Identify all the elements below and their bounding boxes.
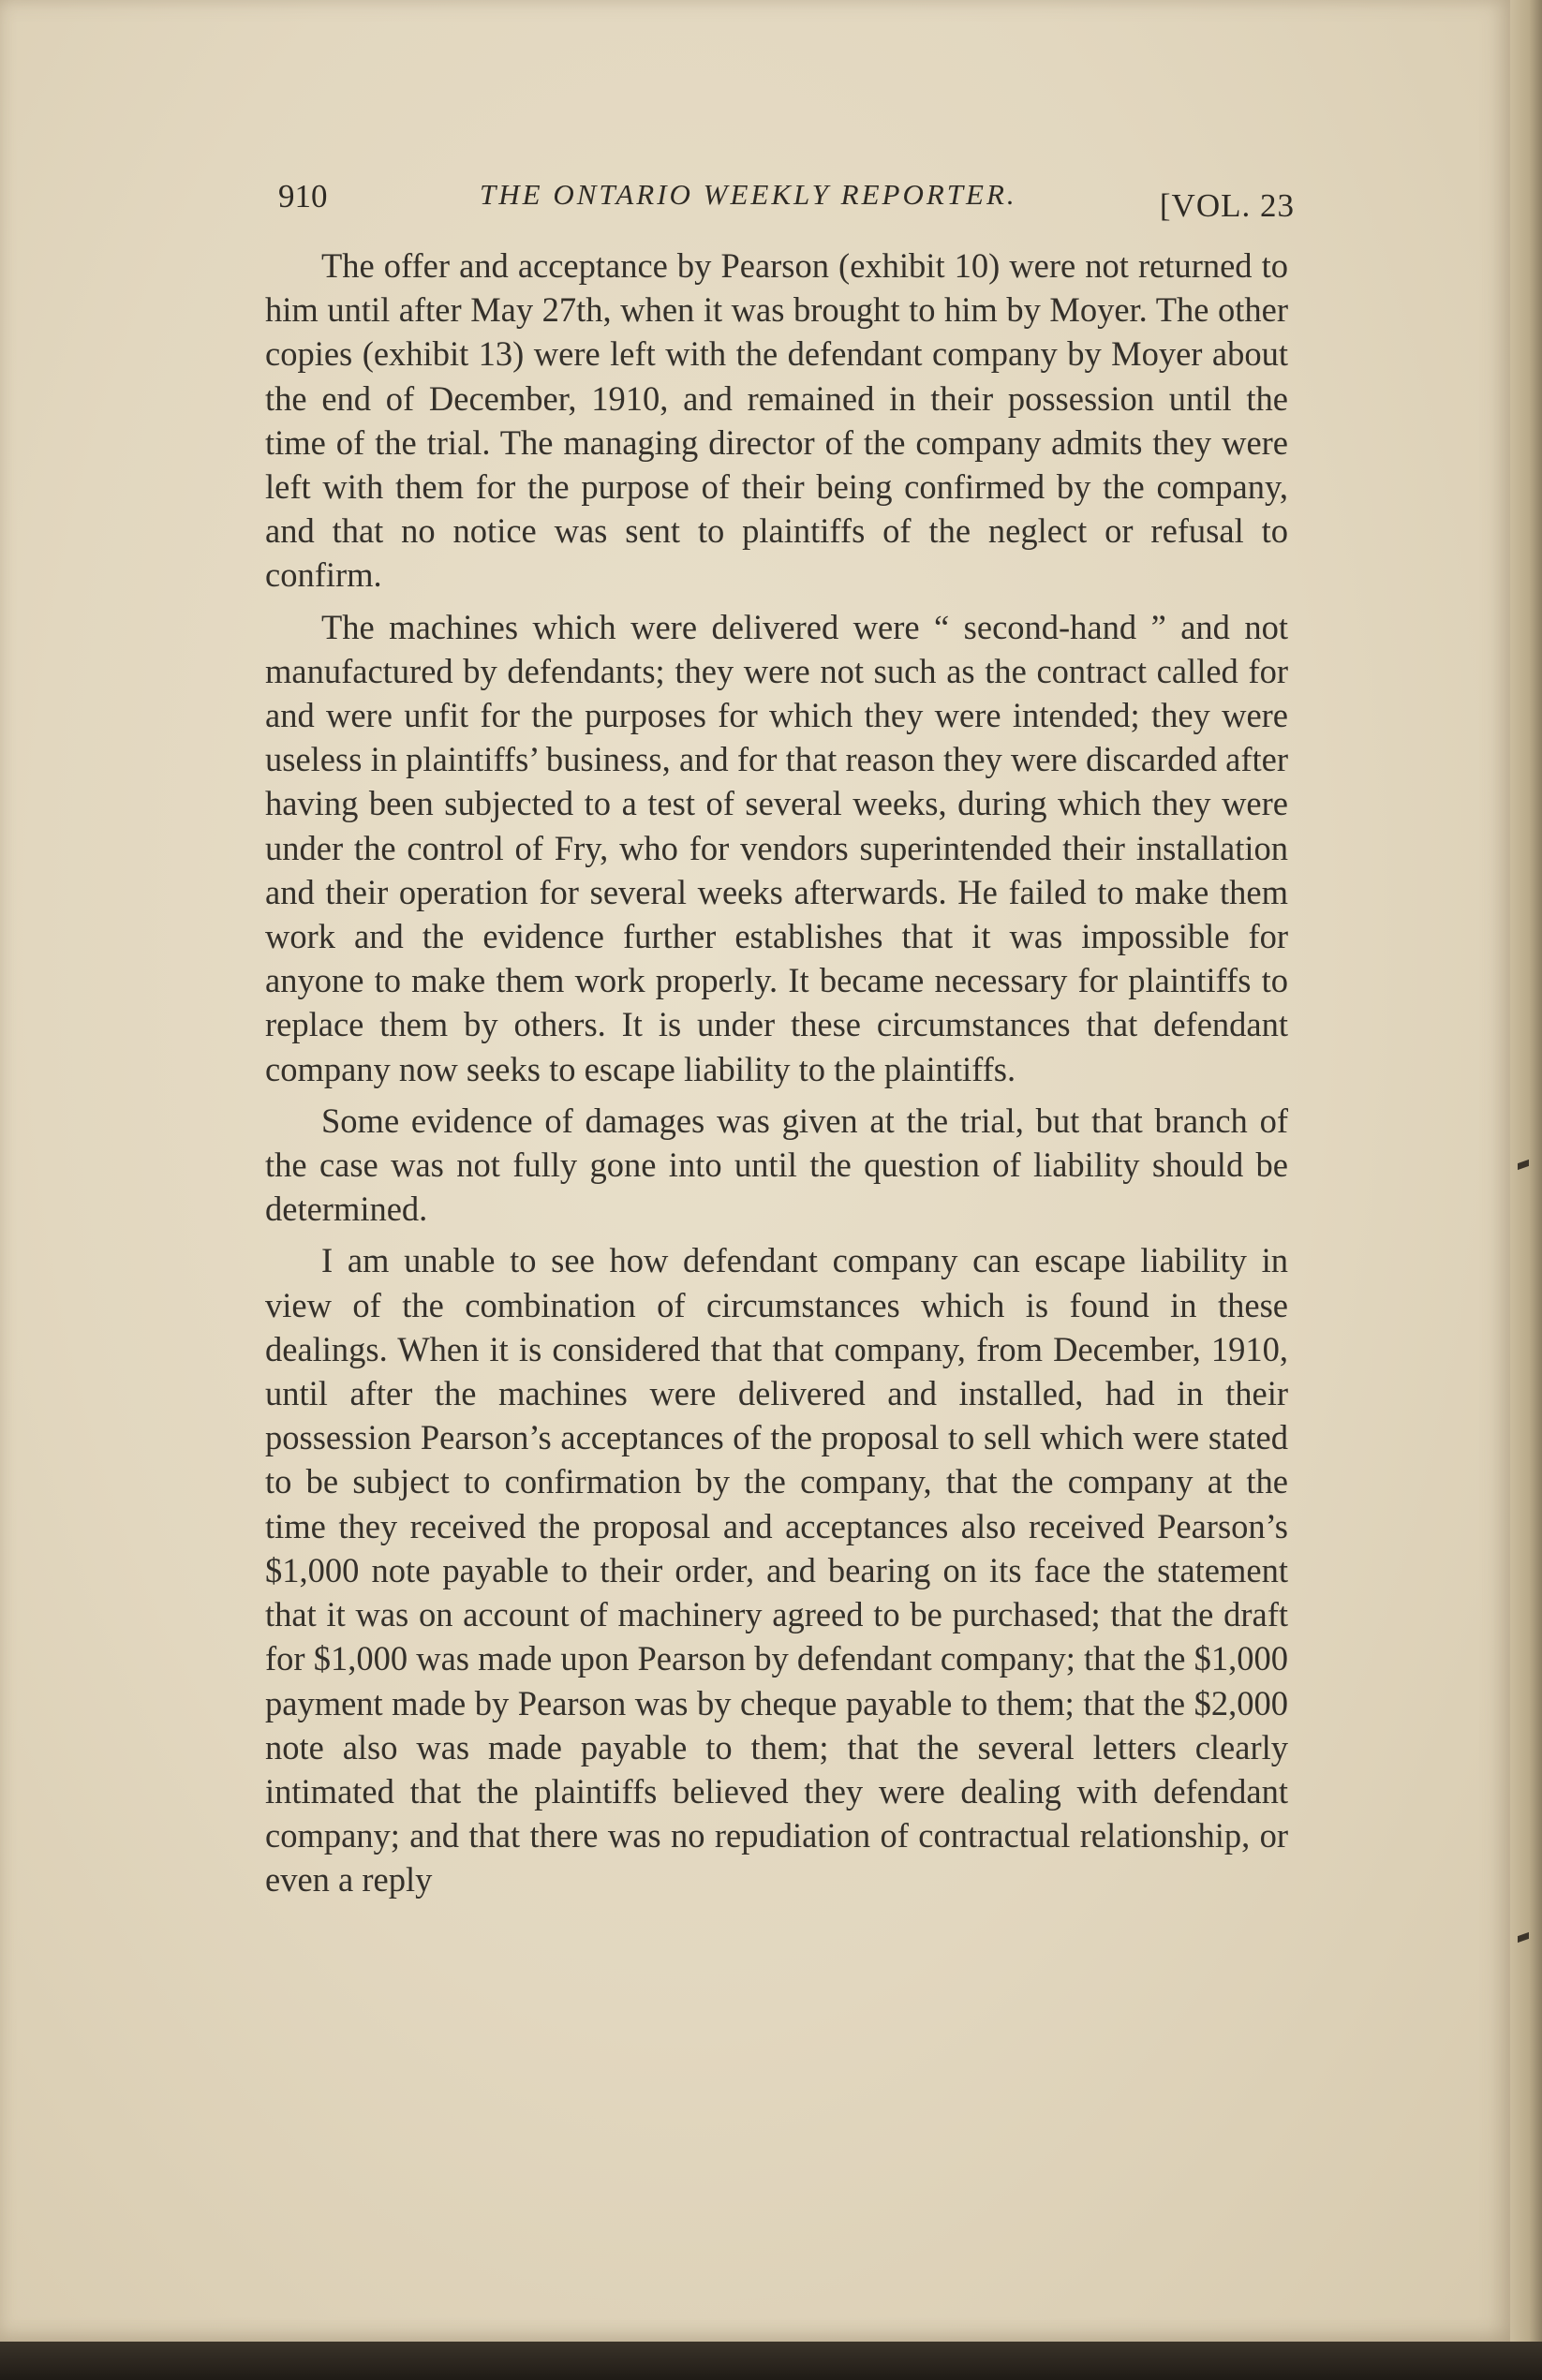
- edge-mark: [1518, 1932, 1529, 1943]
- edge-mark: [1518, 1160, 1529, 1170]
- paragraph-1: The offer and acceptance by Pearson (exhibit 10) were not returned to him until after May 27th, when it was brought to him by Moyer. The other copies (exhibit 13) were left with the defendant company by Moyer about the end of December, 1910, and remained in their possession until the time of the trial. The managing director of the company admits they were left with them for the purpose of their being confirmed by the company, and that no notice was sent to plaintiffs of the neglect or refusal to confirm.: [265, 246, 1288, 595]
- volume-label: [VOL. 23: [1159, 187, 1295, 224]
- page-number: 910: [278, 178, 328, 214]
- paragraph-4: I am unable to see how defendant company can escape liability in view of the combination of circumstances which is found in these dealings. When it is considered that that company, from December, 1910, until after the machines were delivered and installed, had in their possession Pearson’s acceptances of the proposal to sell which were stated to be subject to confirmation by the company, that the company at the time they received the proposal and acceptances also received Pearson’s $1,000 note payable to their order, and bearing on its face the statement that it was on account of machinery agreed to be purchased; that the draft for $1,000 was made upon Pearson by defendant company; that the $1,000 payment made by Pearson was by cheque payable to them; that the $2,000 note also was made payable to them; that the several letters clearly intimated that the plaintiffs believed they were dealing with defendant company; and that there was no repudiation of contractual relationship, or even a reply: [265, 1241, 1288, 1900]
- body-text: [265, 244, 1288, 1910]
- paragraph-2: The machines which were delivered were “ second-hand ” and not manufactured by defendants; they were not such as the contract called for and were unfit for the purposes for which they were intended; they were useless in plaintiffs’ business, and for that reason they were discarded after having been subjected to a test of several weeks, during which they were under the control of Fry, who for vendors superintended their installation and their operation for several weeks afterwards. He failed to make them work and the evidence further establishes that it was impossible for anyone to make them work properly. It became necessary for plaintiffs to replace them by others. It is under these circumstances that defendant company now seeks to escape liability to the plaintiffs.: [265, 607, 1288, 1088]
- page-edge: [1510, 0, 1542, 2380]
- paragraph-3: Some evidence of damages was given at the trial, but that branch of the case was not fully gone into until the question of liability should be determined.: [265, 1101, 1288, 1229]
- running-title: THE ONTARIO WEEKLY REPORTER.: [480, 178, 1017, 211]
- scan-background: [0, 2342, 1542, 2380]
- page-header: [278, 169, 1295, 225]
